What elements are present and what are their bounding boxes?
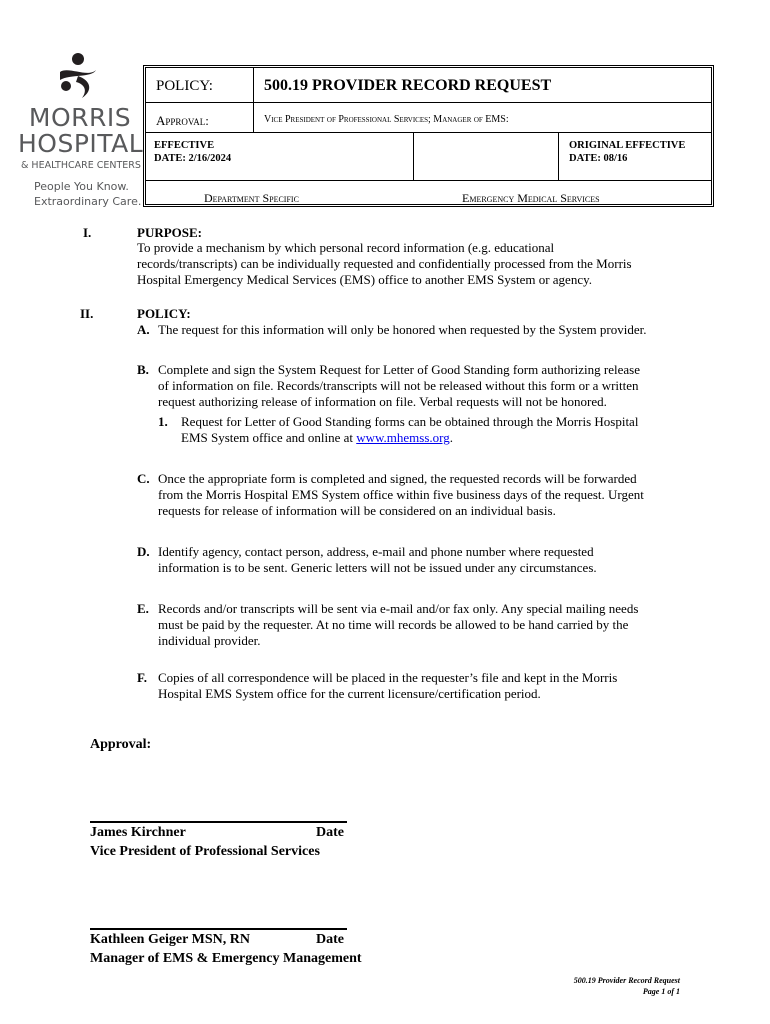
signer-name: Kathleen Geiger MSN, RN	[90, 932, 250, 947]
item-d-line: information is to be sent. Generic letters will not be issued under any circumstances.	[158, 560, 597, 575]
item-letter-f: F.	[137, 670, 147, 685]
section-heading-policy: POLICY:	[137, 306, 191, 321]
section-numeral-policy: II.	[80, 306, 94, 321]
purpose-line: To provide a mechanism by which personal record information (e.g. educational	[137, 240, 555, 255]
item-e-line: must be paid by the requester. At no time will records be allowed to be hand carried by the	[158, 617, 629, 632]
signer-title: Manager of EMS & Emergency Management	[90, 951, 362, 966]
policy-label: POLICY:	[156, 78, 213, 94]
item-e-line: individual provider.	[158, 633, 261, 648]
purpose-line: Hospital Emergency Medical Services (EMS) office to another EMS System or agency.	[137, 272, 593, 287]
item-c-line: from the Morris Hospital EMS System office within five business days of the request. Urgent	[158, 487, 644, 502]
logo-tagline-2: Extraordinary Care.	[34, 195, 142, 208]
policy-title: 500.19 PROVIDER RECORD REQUEST	[264, 77, 552, 94]
item-letter-b: B.	[137, 362, 149, 377]
approval-value: Vice President of Professional Services; Manager of EMS:	[264, 114, 509, 125]
footer-page-number: Page 1 of 1	[642, 987, 680, 996]
approval-heading: Approval:	[90, 737, 152, 752]
effective-date	[154, 139, 274, 165]
mhemss-website-link[interactable]: www.mhemss.org	[356, 430, 450, 445]
item-letter-e: E.	[137, 601, 149, 616]
item-b-sub-prefix: EMS System office and online at	[181, 430, 357, 445]
policy-header-table	[143, 65, 714, 207]
logo-line-healthcare: & HEALTHCARE CENTERS	[21, 160, 141, 171]
morris-hospital-emblem-icon	[56, 52, 100, 100]
purpose-line: records/transcripts) can be individually requested and confidentially processed from the Morris	[137, 256, 632, 271]
original-effective-value: DATE: 08/16	[569, 153, 628, 164]
item-letter-a: A.	[137, 322, 150, 337]
item-d-line: Identify agency, contact person, address, e-mail and phone number where requested	[158, 544, 594, 559]
signature-line	[90, 821, 347, 823]
item-b-sub-suffix: .	[449, 430, 454, 445]
item-a-line: The request for this information will only be honored when requested by the System provider.	[158, 322, 647, 337]
logo-tagline-1: People You Know.	[34, 180, 129, 193]
signature-line	[90, 928, 347, 930]
signer-date-label: Date	[316, 932, 344, 947]
original-effective-label: ORIGINAL EFFECTIVE	[569, 140, 686, 151]
department-value: Emergency Medical Services	[462, 191, 600, 205]
item-letter-d: D.	[137, 544, 150, 559]
effective-date-value: DATE: 2/16/2024	[154, 153, 232, 164]
signer-date-label: Date	[316, 825, 344, 840]
original-effective-date	[569, 139, 709, 165]
section-numeral-purpose: I.	[83, 225, 92, 240]
section-heading-purpose: PURPOSE:	[137, 225, 202, 240]
signer-title: Vice President of Professional Services	[90, 844, 320, 859]
item-b-line: Complete and sign the System Request for Letter of Good Standing form authorizing release	[158, 362, 640, 377]
item-b-sub-line: Request for Letter of Good Standing forms can be obtained through the Morris Hospital	[181, 414, 639, 429]
item-b-line: of information on file. Records/transcripts will not be released without this form or a written	[158, 378, 639, 393]
hospital-logo	[18, 50, 142, 215]
logo-line-hospital: HOSPITAL	[18, 129, 144, 158]
item-f-line: Copies of all correspondence will be placed in the requester’s file and kept in the Morris	[158, 670, 618, 685]
item-c-line: Once the appropriate form is completed and signed, the requested records will be forwarded	[158, 471, 637, 486]
item-b-line: request authorizing release of information on file. Verbal requests will not be honored.	[158, 394, 607, 409]
item-c-line: requests for release of information will be considered on an individual basis.	[158, 503, 556, 518]
item-e-line: Records and/or transcripts will be sent via e-mail and/or fax only. Any special mailing needs	[158, 601, 639, 616]
item-f-line: Hospital EMS System office for the current licensure/certification period.	[158, 686, 541, 701]
item-letter-c: C.	[137, 471, 150, 486]
logo-line-morris: MORRIS	[28, 103, 132, 132]
item-b-sub-number: 1.	[158, 414, 168, 429]
footer-document-name: 500.19 Provider Record Request	[573, 976, 680, 985]
approval-label: Approval:	[156, 113, 209, 128]
item-b-sub-line	[181, 429, 453, 446]
department-label: Department Specific	[204, 191, 299, 205]
signer-name: James Kirchner	[90, 825, 186, 840]
effective-label: EFFECTIVE	[154, 140, 215, 151]
